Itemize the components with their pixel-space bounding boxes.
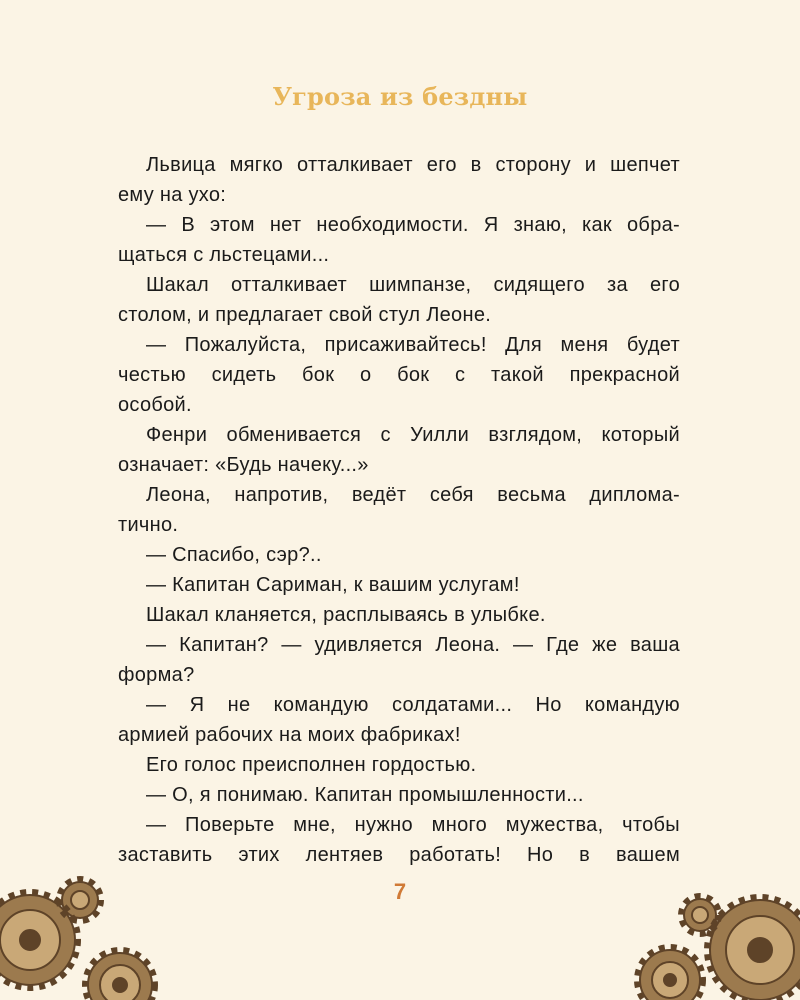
text-line: означает: «Будь начеку...» [118,454,369,476]
gears-right-icon [600,880,800,1000]
text-line: — Капитан? — удивляется Леона. — Где же ваша [146,634,680,656]
text-line: столом, и предлагает свой стул Леоне. [118,304,492,326]
chapter-title: Угроза из бездны [272,82,528,111]
text-line: честью сидеть бок о бок с такой прекрасной [118,364,680,386]
text-line: Шакал кланяется, расплываясь в улыбке. [146,604,546,626]
text-line: — Поверьте мне, нужно много мужества, чтобы [146,814,680,836]
text-line: — О, я понимаю. Капитан промышленности... [146,784,584,806]
text-line: Львица мягко отталкивает его в сторону и шепчет [146,154,680,176]
text-line: — Пожалуйста, присаживайтесь! Для меня будет [146,334,680,356]
text-line: Шакал отталкивает шимпанзе, сидящего за его [146,274,680,296]
text-line: — Спасибо, сэр?.. [146,544,322,566]
text-line: Леона, напротив, ведёт себя весьма диплома- [146,484,680,506]
text-line: — В этом нет необходимости. Я знаю, как обра- [146,214,680,236]
text-line: форма? [118,664,195,686]
text-line: тично. [118,514,179,536]
text-line: — Я не командую солдатами... Но командую [146,694,680,716]
text-line: армией рабочих на моих фабриках! [118,724,461,746]
text-line: Фенри обменивается с Уилли взглядом, который [146,424,680,446]
text-line: особой. [118,394,192,416]
page-number: 7 [393,879,407,904]
text-line: щаться с льстецами... [118,244,330,266]
body-text [118,150,680,870]
gears-left-icon [0,860,200,1000]
text-line: ему на ухо: [118,184,227,206]
text-line: заставить этих лентяев работать! Но в вашем [118,844,680,866]
text-line: — Капитан Сариман, к вашим услугам! [146,574,520,596]
text-line: Его голос преисполнен гордостью. [146,754,477,776]
